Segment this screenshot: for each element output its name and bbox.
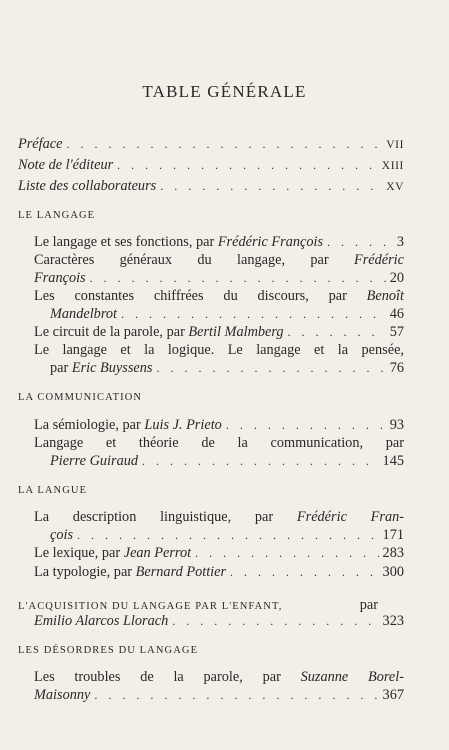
author: Luis J. Prieto [144, 417, 222, 433]
page-number: 171 [382, 527, 404, 543]
dot-leader [90, 269, 386, 287]
author: Suzanne Borel- [300, 669, 404, 685]
toc-entry-logique [50, 359, 404, 377]
page-number: 76 [389, 360, 404, 376]
toc-entry-troubles [34, 686, 404, 704]
page-number: XIII [381, 160, 404, 172]
section-heading-langue: LA LANGUE [18, 485, 88, 496]
page-number: 145 [382, 453, 404, 469]
dot-leader [288, 323, 386, 341]
toc-entry-theorie-line1: Langage et théorie de la communication, par [34, 435, 404, 451]
section-heading-desordres: LES DÉSORDRES DU LANGAGE [18, 645, 199, 656]
author: Frédéric [353, 252, 404, 268]
entry-label: La sémiologie, par Luis J. Prieto [34, 417, 222, 433]
page-number: 57 [389, 324, 404, 340]
toc-entry-note-editeur [18, 156, 404, 175]
toc-entry-constantes [50, 305, 404, 323]
author: Jean Perrot [123, 545, 192, 561]
dot-leader [77, 526, 379, 544]
dot-leader [94, 686, 378, 704]
toc-entry-caracteres-line1: Caractères généraux du langage, par Frédéric [34, 252, 404, 268]
page-number: 3 [396, 234, 404, 250]
dot-leader [156, 359, 385, 377]
dot-leader [160, 177, 382, 195]
author: Mandelbrot [50, 306, 117, 322]
page-number: 283 [382, 545, 404, 561]
author: Bertil Malmberg [188, 324, 284, 340]
page-number: 323 [382, 613, 404, 629]
section-heading-acquisition: L'ACQUISITION DU LANGAGE PAR L'ENFANT, par [18, 597, 378, 613]
entry-label: par Eric Buyssens [50, 360, 153, 376]
dot-leader [66, 135, 382, 153]
toc-entry-lexique [34, 544, 404, 562]
entry-label: Liste des collaborateurs [18, 178, 157, 194]
toc-entry-fonctions [34, 233, 404, 251]
page-number: 367 [382, 687, 404, 703]
dot-leader [195, 544, 378, 562]
toc-entry-collaborateurs [18, 177, 404, 196]
page-number: XV [386, 181, 404, 193]
dot-leader [117, 156, 378, 174]
author: Pierre Guiraud [50, 453, 139, 469]
toc-entry-theorie [50, 452, 404, 470]
dot-leader [230, 563, 379, 581]
dot-leader [121, 305, 386, 323]
toc-entry-semiologie [34, 416, 404, 434]
page-number: VII [386, 139, 404, 151]
dot-leader [327, 233, 393, 251]
page-number: 20 [389, 270, 404, 286]
author: Frédéric François [217, 234, 324, 250]
entry-label: Le circuit de la parole, par Bertil Malmberg [34, 324, 284, 340]
author: Eric Buyssens [71, 360, 153, 376]
author: Emilio Alarcos Llorach [34, 613, 169, 629]
toc-entry-description-line1: La description linguistique, par Frédéric Fran- [34, 509, 404, 525]
section-heading-communication: LA COMMUNICATION [18, 392, 143, 403]
toc-entry-troubles-line1: Les troubles de la parole, par Suzanne Borel- [34, 669, 404, 685]
dot-leader [142, 452, 379, 470]
entry-label: Note de l'éditeur [18, 157, 114, 173]
toc-entry-constantes-line1: Les constantes chiffrées du discours, par Benoît [34, 288, 404, 304]
entry-label: Préface [18, 136, 63, 152]
author: François [34, 270, 86, 286]
toc-entry-preface [18, 135, 404, 154]
author: Maisonny [34, 687, 91, 703]
author: Frédéric Fran- [296, 509, 404, 525]
toc-entry-acquisition [34, 612, 404, 630]
page-number: 300 [382, 564, 404, 580]
toc-entry-logique-line1: Le langage et la logique. Le langage et la pensée, [34, 342, 404, 358]
page-number: 93 [389, 417, 404, 433]
toc-entry-description [50, 526, 404, 544]
author: Bernard Pottier [135, 564, 227, 580]
page-title: TABLE GÉNÉRALE [142, 82, 307, 101]
page-number: 46 [389, 306, 404, 322]
author: çois [50, 527, 74, 543]
entry-label: La typologie, par Bernard Pottier [34, 564, 227, 580]
toc-entry-caracteres [34, 269, 404, 287]
entry-label: Le lexique, par Jean Perrot [34, 545, 192, 561]
toc-entry-circuit [34, 323, 404, 341]
author: Benoît [366, 288, 404, 304]
section-heading-langage: LE LANGAGE [18, 210, 96, 221]
dot-leader [172, 612, 378, 630]
toc-entry-typologie [34, 563, 404, 581]
dot-leader [226, 416, 386, 434]
entry-label: Le langage et ses fonctions, par Frédéric François [34, 234, 324, 250]
